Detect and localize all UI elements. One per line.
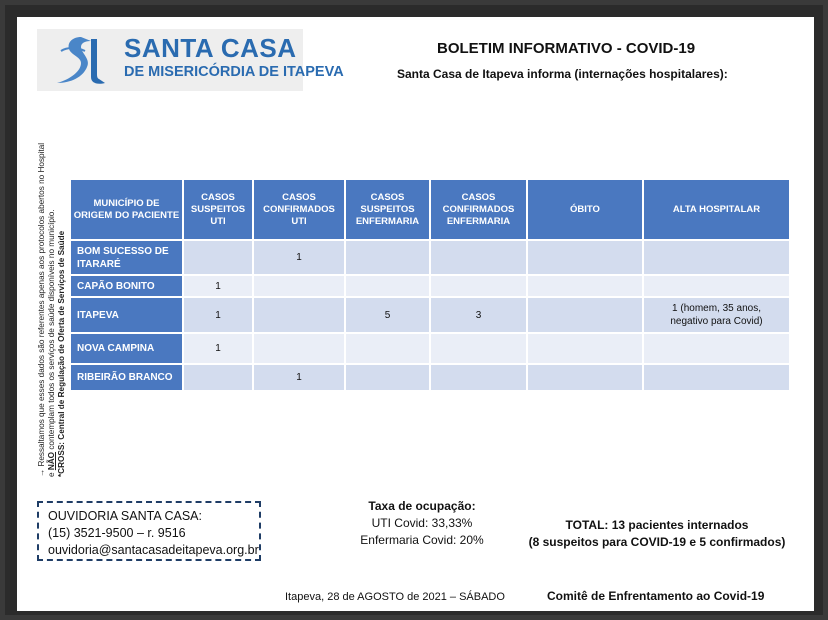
footer-committee: Comitê de Enfrentamento ao Covid-19	[547, 589, 765, 603]
occupancy-enfermaria: Enfermaria Covid: 20%	[360, 533, 484, 547]
occupancy-uti: UTI Covid: 33,33%	[371, 516, 473, 530]
cell-municipio: RIBEIRÃO BRANCO	[70, 364, 183, 391]
cell-susp-uti: 1	[183, 333, 253, 364]
cell-susp-uti	[183, 240, 253, 275]
cell-municipio: CAPÃO BONITO	[70, 275, 183, 297]
cell-obito	[527, 333, 643, 364]
logo-block	[37, 29, 344, 91]
cell-susp-enf	[345, 333, 430, 364]
cell-conf-uti	[253, 333, 345, 364]
logo-title: SANTA CASA	[124, 33, 297, 63]
footer-date: Itapeva, 28 de AGOSTO de 2021 – SÁBADO	[285, 591, 505, 603]
table-row	[70, 333, 790, 364]
cell-obito	[527, 297, 643, 333]
cell-conf-uti: 1	[253, 240, 345, 275]
cell-susp-enf	[345, 275, 430, 297]
cell-conf-enf	[430, 275, 527, 297]
cell-alta	[643, 364, 790, 391]
ouvidoria-email: ouvidoria@santacasadeitapeva.org.br	[48, 543, 259, 557]
cell-obito	[527, 240, 643, 275]
table-row	[70, 297, 790, 333]
cell-alta: 1 (homem, 35 anos, negativo para Covid)	[643, 297, 790, 333]
side-note	[37, 143, 67, 477]
cell-obito	[527, 364, 643, 391]
cell-susp-enf	[345, 240, 430, 275]
side-note-line-1: → Ressaltamos que esses dados são referentes apenas aos protocolos abertos no Hospital	[37, 142, 46, 477]
side-note-line-3: *CROSS: Central de Regulação de Oferta de Serviços de Saúde	[57, 230, 66, 477]
cell-susp-enf	[345, 364, 430, 391]
logo-subtitle: DE MISERICÓRDIA DE ITAPEVA	[124, 64, 344, 80]
table-row	[70, 275, 790, 297]
col-susp-uti: CASOS SUSPEITOS UTI	[183, 179, 253, 240]
cell-conf-uti: 1	[253, 364, 345, 391]
occupancy-title: Taxa de ocupação:	[368, 499, 476, 513]
table-header-row	[70, 179, 790, 240]
cell-susp-enf: 5	[345, 297, 430, 333]
cell-obito	[527, 275, 643, 297]
total-line-1: TOTAL: 13 pacientes internados	[565, 518, 749, 532]
side-note-line-2-bold: NÃO	[47, 451, 56, 471]
cell-conf-uti	[253, 297, 345, 333]
side-note-line-2-post: contemplam todos os serviços de saúde disponíveis no município.	[47, 209, 56, 452]
cell-susp-uti	[183, 364, 253, 391]
cell-municipio: BOM SUCESSO DE ITARARÉ	[70, 240, 183, 275]
cases-table	[69, 178, 791, 392]
cell-conf-enf: 3	[430, 297, 527, 333]
ouvidoria-box	[37, 501, 261, 561]
col-conf-uti: CASOS CONFIRMADOS UTI	[253, 179, 345, 240]
col-susp-enf: CASOS SUSPEITOS ENFERMARIA	[345, 179, 430, 240]
table-row	[70, 240, 790, 275]
window-frame	[5, 5, 823, 615]
cell-conf-enf	[430, 240, 527, 275]
col-conf-enf: CASOS CONFIRMADOS ENFERMARIA	[430, 179, 527, 240]
cell-alta	[643, 333, 790, 364]
side-note-line-2	[47, 143, 57, 477]
table-row	[70, 364, 790, 391]
total-summary	[517, 517, 797, 551]
bulletin-title: BOLETIM INFORMATIVO - COVID-19	[437, 40, 696, 57]
cell-susp-uti: 1	[183, 275, 253, 297]
total-line-2: (8 suspeitos para COVID-19 e 5 confirmados)	[528, 535, 786, 549]
ouvidoria-phone: (15) 3521-9500 – r. 9516	[48, 526, 186, 540]
cell-alta	[643, 240, 790, 275]
ouvidoria-title: OUVIDORIA SANTA CASA:	[48, 509, 202, 523]
cell-conf-enf	[430, 333, 527, 364]
santa-casa-logo-icon	[51, 33, 113, 89]
cell-alta	[643, 275, 790, 297]
cell-conf-uti	[253, 275, 345, 297]
side-note-line-2-pre: e	[47, 470, 56, 477]
col-alta: ALTA HOSPITALAR	[643, 179, 790, 240]
col-municipio: MUNICÍPIO DE ORIGEM DO PACIENTE	[70, 179, 183, 240]
bulletin-slide	[17, 17, 814, 611]
cell-municipio: NOVA CAMPINA	[70, 333, 183, 364]
occupancy-rate	[327, 498, 517, 549]
cell-municipio: ITAPEVA	[70, 297, 183, 333]
cell-susp-uti: 1	[183, 297, 253, 333]
bulletin-subtitle: Santa Casa de Itapeva informa (internações hospitalares):	[397, 67, 728, 81]
col-obito: ÓBITO	[527, 179, 643, 240]
cell-conf-enf	[430, 364, 527, 391]
